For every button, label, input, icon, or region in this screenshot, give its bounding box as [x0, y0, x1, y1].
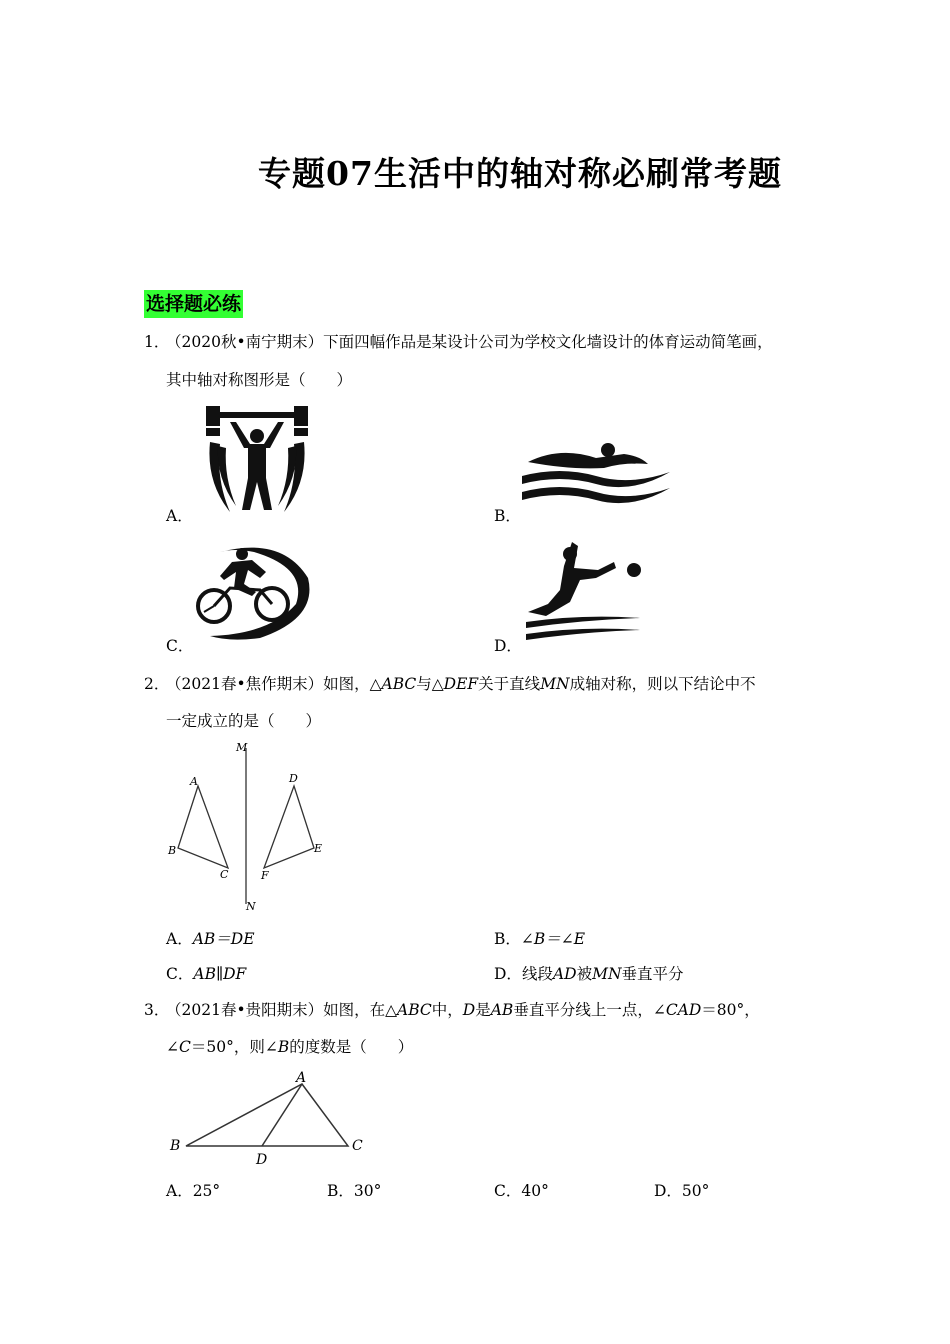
q1-option-c-label: C．	[166, 637, 194, 655]
label-d: D	[289, 772, 298, 785]
q2-option-b: B．∠B＝∠E	[494, 930, 586, 948]
q1-option-d-label: D．	[494, 637, 522, 655]
q3-option-c: C．40°	[494, 1182, 549, 1200]
q3-option-a: A．25°	[166, 1182, 221, 1200]
q2-figure	[164, 738, 334, 914]
triangle-abc	[186, 1084, 348, 1146]
weightlifter-icon	[200, 402, 316, 514]
q3-option-d: D．50°	[654, 1182, 710, 1200]
q1-line2: 其中轴对称图形是（ ）	[166, 371, 353, 389]
triangle-def	[264, 786, 314, 868]
label-d: D	[256, 1152, 268, 1168]
cyclist-icon	[190, 538, 318, 642]
label-n: N	[246, 900, 256, 913]
section-heading: 选择题必练	[144, 290, 243, 318]
q2-option-c: C．AB∥DF	[166, 965, 247, 983]
q2-option-a: A．AB＝DE	[166, 930, 255, 948]
q1-number: 1．	[144, 333, 170, 351]
label-e: E	[314, 842, 323, 855]
label-c: C	[352, 1138, 363, 1154]
triangle-abc	[178, 786, 228, 868]
segment-ad	[262, 1084, 302, 1146]
label-a: A	[190, 775, 198, 788]
q3-line1: （2021春•贵阳期末）如图，在△ABC中，D是AB垂直平分线上一点，∠CAD＝80°，	[166, 1001, 760, 1019]
label-m: M	[236, 741, 248, 754]
q3-figure	[164, 1066, 374, 1170]
page-title: 专题07生活中的轴对称必刷常考题	[258, 154, 782, 193]
label-b: B	[170, 1138, 181, 1154]
q3-option-b: B．30°	[327, 1182, 382, 1200]
q1-option-b-label: B．	[494, 507, 521, 525]
volleyball-player-icon	[522, 540, 646, 642]
label-b: B	[168, 844, 177, 857]
q2-line1: （2021春•焦作期末）如图，△ABC与△DEF关于直线MN成轴对称，则以下结论中不	[166, 675, 756, 693]
q3-number: 3．	[144, 1001, 170, 1019]
q2-line2: 一定成立的是（ ）	[166, 712, 322, 730]
swimmer-icon	[520, 440, 672, 510]
q3-line2: ∠C＝50°，则∠B的度数是（ ）	[166, 1038, 414, 1056]
label-c: C	[220, 868, 229, 881]
q1-line1: （2020秋•南宁期末）下面四幅作品是某设计公司为学校文化墙设计的体育运动简笔画，	[166, 333, 773, 351]
label-f: F	[261, 869, 269, 882]
q1-option-a-label: A．	[166, 507, 193, 525]
label-a: A	[296, 1070, 307, 1086]
q2-option-d: D．线段AD被MN垂直平分	[494, 965, 684, 983]
q2-number: 2．	[144, 675, 170, 693]
